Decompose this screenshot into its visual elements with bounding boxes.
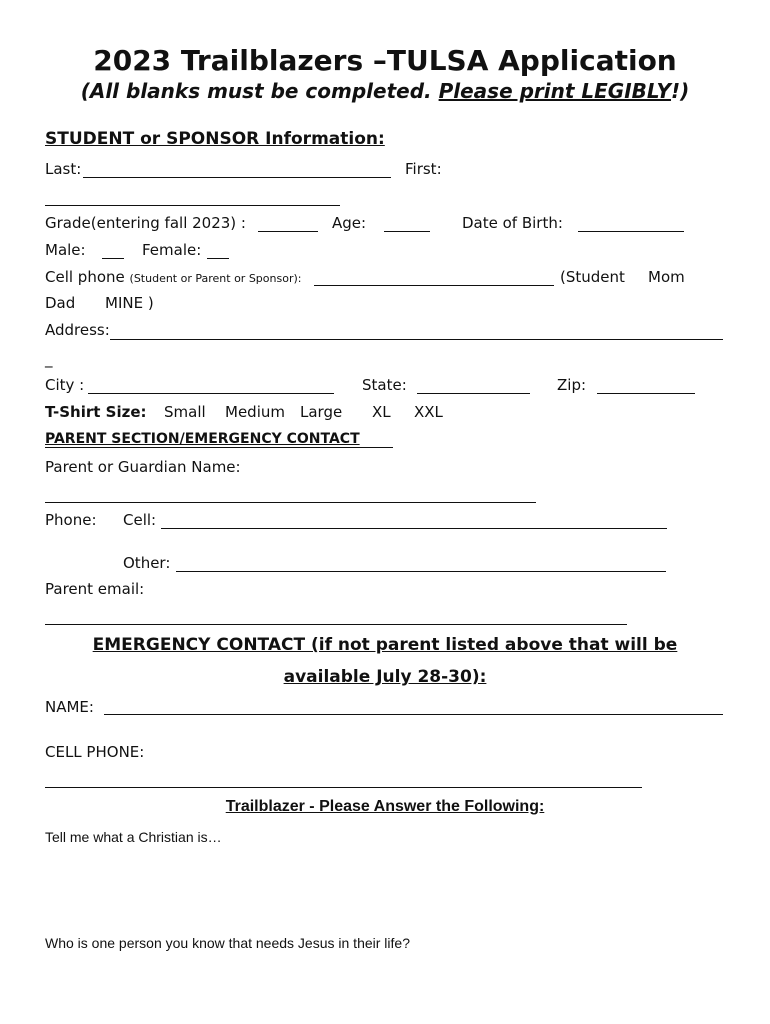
parent-phone-label: Phone: bbox=[45, 511, 97, 529]
emergency-name-field[interactable] bbox=[104, 714, 723, 715]
tshirt-size-xxl[interactable]: XXL bbox=[414, 403, 443, 421]
cell-owner-dad[interactable]: Dad bbox=[45, 294, 76, 312]
male-label: Male: bbox=[45, 241, 86, 259]
cell-phone-field[interactable] bbox=[314, 285, 554, 286]
tshirt-size-xl[interactable]: XL bbox=[372, 403, 391, 421]
form-title: 2023 Trailblazers –TULSA Application bbox=[93, 44, 677, 77]
guardian-name-field[interactable] bbox=[45, 502, 536, 503]
state-label: State: bbox=[362, 376, 407, 394]
first-name-label: First: bbox=[405, 160, 442, 178]
last-name-field[interactable] bbox=[83, 177, 391, 178]
guardian-name-label: Parent or Guardian Name: bbox=[45, 458, 241, 476]
cell-owner-mom[interactable]: Mom bbox=[648, 268, 685, 286]
female-label: Female: bbox=[142, 241, 202, 259]
parent-section-heading: PARENT SECTION/EMERGENCY CONTACT bbox=[45, 431, 360, 447]
trailblazer-heading: Trailblazer - Please Answer the Following: bbox=[225, 798, 545, 815]
first-name-field[interactable] bbox=[45, 205, 340, 206]
emergency-heading-line2: available July 28-30): bbox=[283, 667, 487, 687]
subtitle-part1: (All blanks must be completed. bbox=[80, 79, 439, 103]
tshirt-size-large[interactable]: Large bbox=[300, 403, 343, 421]
student-section-heading: STUDENT or SPONSOR Information: bbox=[45, 129, 385, 149]
subtitle-part2: Please print LEGIBLY bbox=[438, 79, 672, 103]
parent-cell-label: Cell: bbox=[123, 511, 157, 529]
cell-owner-mine[interactable]: MINE ) bbox=[105, 294, 154, 312]
parent-heading-underline bbox=[45, 447, 393, 448]
age-label: Age: bbox=[332, 214, 367, 232]
cell-phone-note: (Student or Parent or Sponsor): bbox=[129, 272, 302, 285]
state-field[interactable] bbox=[417, 393, 530, 394]
tshirt-size-small[interactable]: Small bbox=[164, 403, 206, 421]
grade-field[interactable] bbox=[258, 231, 318, 232]
address-continuation: _ bbox=[45, 350, 53, 368]
dob-field[interactable] bbox=[578, 231, 684, 232]
emergency-cell-label: CELL PHONE: bbox=[45, 743, 145, 761]
age-field[interactable] bbox=[384, 231, 430, 232]
cell-owner-student[interactable]: (Student bbox=[560, 268, 625, 286]
answer-person-area[interactable] bbox=[45, 956, 725, 1016]
cell-phone-label-text: Cell phone bbox=[45, 268, 125, 286]
emergency-name-label: NAME: bbox=[45, 698, 94, 716]
grade-label: Grade(entering fall 2023) : bbox=[45, 214, 246, 232]
cell-phone-label bbox=[45, 268, 301, 286]
male-field[interactable] bbox=[102, 258, 124, 259]
answer-christian-area[interactable] bbox=[45, 850, 725, 930]
zip-label: Zip: bbox=[557, 376, 587, 394]
address-label: Address: bbox=[45, 321, 110, 339]
parent-cell-field[interactable] bbox=[161, 528, 667, 529]
emergency-heading-line1: EMERGENCY CONTACT (if not parent listed above that will be bbox=[92, 635, 678, 655]
parent-email-field[interactable] bbox=[45, 624, 627, 625]
form-subtitle bbox=[0, 79, 770, 103]
parent-other-field[interactable] bbox=[176, 571, 666, 572]
emergency-cell-field[interactable] bbox=[45, 787, 642, 788]
last-name-label: Last: bbox=[45, 160, 82, 178]
dob-label: Date of Birth: bbox=[462, 214, 563, 232]
tshirt-size-medium[interactable]: Medium bbox=[225, 403, 285, 421]
parent-email-label: Parent email: bbox=[45, 580, 145, 598]
zip-field[interactable] bbox=[597, 393, 695, 394]
city-label: City : bbox=[45, 376, 85, 394]
question-christian: Tell me what a Christian is… bbox=[45, 829, 222, 845]
parent-other-label: Other: bbox=[123, 554, 171, 572]
city-field[interactable] bbox=[88, 393, 334, 394]
address-field[interactable] bbox=[110, 339, 723, 340]
female-field[interactable] bbox=[207, 258, 229, 259]
question-person-needs-jesus: Who is one person you know that needs Jesus in their life? bbox=[45, 935, 410, 951]
subtitle-part3: !) bbox=[671, 79, 690, 103]
tshirt-label: T-Shirt Size: bbox=[45, 403, 147, 421]
